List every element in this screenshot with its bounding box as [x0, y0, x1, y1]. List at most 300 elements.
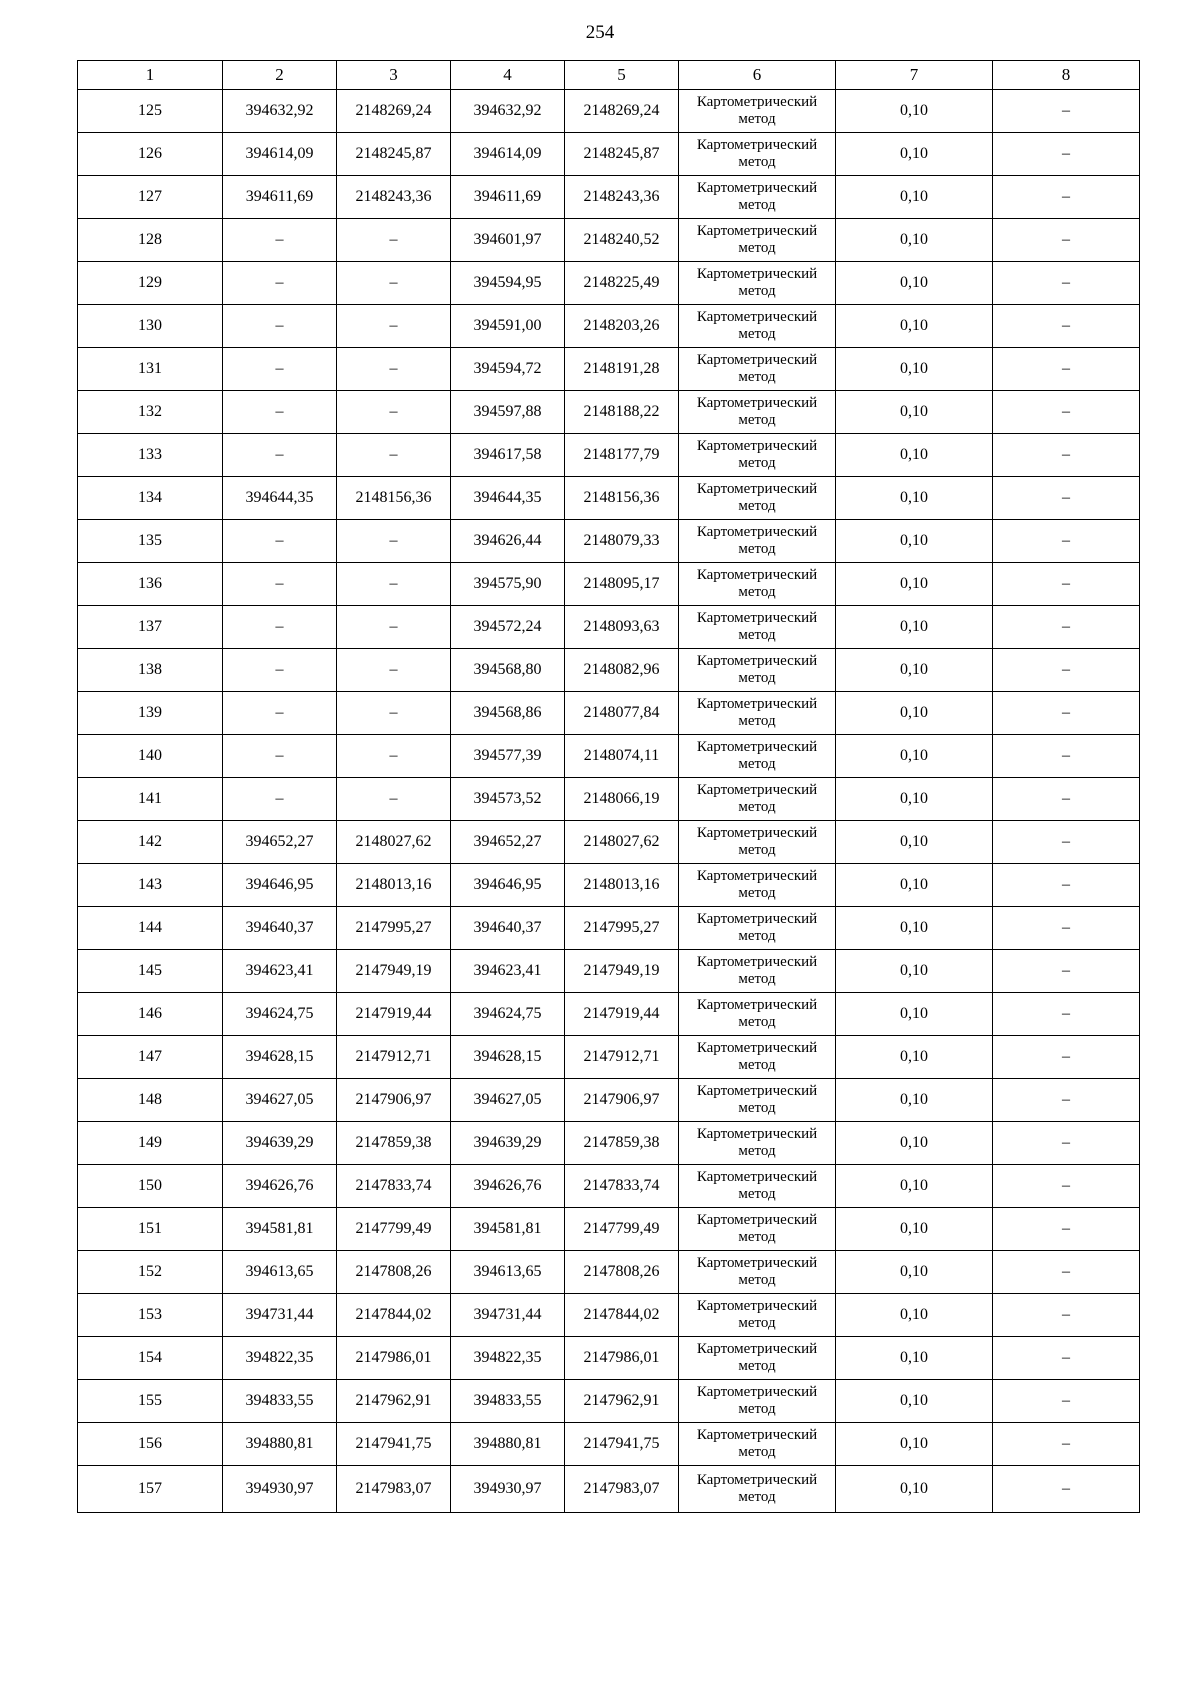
cell-description: – — [993, 1036, 1140, 1079]
cell-accuracy: 0,10 — [836, 1122, 993, 1165]
cell-point-number: 157 — [78, 1466, 223, 1513]
cell-x-old: – — [223, 649, 337, 692]
cell-method — [679, 1251, 836, 1294]
cell-description: – — [993, 1122, 1140, 1165]
cell-description: – — [993, 219, 1140, 262]
cell-method — [679, 176, 836, 219]
cell-description: – — [993, 262, 1140, 305]
cell-x-new: 394626,76 — [451, 1165, 565, 1208]
cell-accuracy: 0,10 — [836, 950, 993, 993]
method-line-2: метод — [738, 928, 776, 944]
table-row — [78, 434, 1140, 477]
cell-method — [679, 520, 836, 563]
method-line-2: метод — [738, 240, 776, 256]
cell-x-new: 394575,90 — [451, 563, 565, 606]
cell-description: – — [993, 305, 1140, 348]
table-row — [78, 1079, 1140, 1122]
cell-x-new: 394833,55 — [451, 1380, 565, 1423]
cell-y-new: 2148082,96 — [565, 649, 679, 692]
cell-description: – — [993, 434, 1140, 477]
method-line-2: метод — [738, 111, 776, 127]
table-row — [78, 262, 1140, 305]
method-line-2: метод — [738, 1229, 776, 1245]
cell-point-number: 133 — [78, 434, 223, 477]
cell-y-new: 2147986,01 — [565, 1337, 679, 1380]
table-body — [78, 90, 1140, 1513]
cell-point-number: 132 — [78, 391, 223, 434]
table-row — [78, 1251, 1140, 1294]
cell-description: – — [993, 864, 1140, 907]
cell-y-old: – — [337, 391, 451, 434]
cell-x-old: – — [223, 262, 337, 305]
method-line-2: метод — [738, 1272, 776, 1288]
cell-y-old: 2148156,36 — [337, 477, 451, 520]
cell-y-new: 2147844,02 — [565, 1294, 679, 1337]
method-line-1: Картометрический — [696, 997, 818, 1013]
table-row — [78, 1466, 1140, 1513]
cell-description: – — [993, 176, 1140, 219]
cell-y-old: 2148027,62 — [337, 821, 451, 864]
table-header-row — [78, 61, 1140, 90]
method-line-1: Картометрический — [696, 1298, 818, 1314]
cell-y-old: – — [337, 219, 451, 262]
cell-description: – — [993, 391, 1140, 434]
cell-x-old: – — [223, 305, 337, 348]
cell-y-new: 2148077,84 — [565, 692, 679, 735]
cell-y-new: 2148203,26 — [565, 305, 679, 348]
cell-x-new: 394880,81 — [451, 1423, 565, 1466]
cell-accuracy: 0,10 — [836, 1337, 993, 1380]
cell-point-number: 125 — [78, 90, 223, 133]
cell-x-new: 394577,39 — [451, 735, 565, 778]
cell-method — [679, 1466, 836, 1513]
method-line-2: метод — [738, 1401, 776, 1417]
cell-method — [679, 735, 836, 778]
cell-accuracy: 0,10 — [836, 348, 993, 391]
method-line-1: Картометрический — [696, 825, 818, 841]
table-row — [78, 735, 1140, 778]
cell-x-old: 394833,55 — [223, 1380, 337, 1423]
cell-method — [679, 434, 836, 477]
cell-y-new: 2148027,62 — [565, 821, 679, 864]
cell-y-old: 2147949,19 — [337, 950, 451, 993]
table-row — [78, 606, 1140, 649]
method-line-2: метод — [738, 326, 776, 342]
cell-point-number: 156 — [78, 1423, 223, 1466]
method-line-2: метод — [738, 412, 776, 428]
cell-x-new: 394632,92 — [451, 90, 565, 133]
cell-accuracy: 0,10 — [836, 606, 993, 649]
cell-y-old: – — [337, 262, 451, 305]
cell-method — [679, 649, 836, 692]
cell-point-number: 139 — [78, 692, 223, 735]
table-row — [78, 821, 1140, 864]
cell-accuracy: 0,10 — [836, 219, 993, 262]
method-line-2: метод — [738, 971, 776, 987]
cell-method — [679, 1165, 836, 1208]
cell-x-new: 394568,80 — [451, 649, 565, 692]
table-row — [78, 348, 1140, 391]
method-line-2: метод — [738, 584, 776, 600]
page-number: 254 — [585, 22, 615, 43]
cell-point-number: 151 — [78, 1208, 223, 1251]
cell-method — [679, 1294, 836, 1337]
cell-method — [679, 90, 836, 133]
cell-y-new: 2147983,07 — [565, 1466, 679, 1513]
table-row — [78, 778, 1140, 821]
cell-y-new: 2147912,71 — [565, 1036, 679, 1079]
cell-description: – — [993, 1165, 1140, 1208]
cell-description: – — [993, 1251, 1140, 1294]
cell-point-number: 142 — [78, 821, 223, 864]
table-row — [78, 176, 1140, 219]
cell-description: – — [993, 778, 1140, 821]
method-line-1: Картометрический — [696, 309, 818, 325]
method-line-1: Картометрический — [696, 653, 818, 669]
cell-y-old: 2147962,91 — [337, 1380, 451, 1423]
table-row — [78, 1423, 1140, 1466]
cell-y-old: – — [337, 563, 451, 606]
cell-x-new: 394581,81 — [451, 1208, 565, 1251]
cell-x-new: 394639,29 — [451, 1122, 565, 1165]
table-row — [78, 391, 1140, 434]
cell-method — [679, 864, 836, 907]
cell-x-old: 394639,29 — [223, 1122, 337, 1165]
cell-y-new: 2147995,27 — [565, 907, 679, 950]
column-header-8: 8 — [993, 61, 1140, 90]
cell-y-new: 2148074,11 — [565, 735, 679, 778]
cell-y-old: 2147995,27 — [337, 907, 451, 950]
cell-accuracy: 0,10 — [836, 262, 993, 305]
cell-accuracy: 0,10 — [836, 520, 993, 563]
cell-x-old: 394731,44 — [223, 1294, 337, 1337]
table-row — [78, 1337, 1140, 1380]
column-header-3: 3 — [337, 61, 451, 90]
method-line-1: Картометрический — [696, 696, 818, 712]
cell-y-new: 2147833,74 — [565, 1165, 679, 1208]
cell-x-old: 394652,27 — [223, 821, 337, 864]
cell-accuracy: 0,10 — [836, 391, 993, 434]
method-line-2: метод — [738, 455, 776, 471]
method-line-1: Картометрический — [696, 524, 818, 540]
table-row — [78, 864, 1140, 907]
method-line-2: метод — [738, 1315, 776, 1331]
cell-method — [679, 133, 836, 176]
cell-point-number: 154 — [78, 1337, 223, 1380]
cell-y-old: 2147986,01 — [337, 1337, 451, 1380]
cell-method — [679, 1079, 836, 1122]
method-line-1: Картометрический — [696, 1384, 818, 1400]
cell-y-old: 2147983,07 — [337, 1466, 451, 1513]
cell-method — [679, 692, 836, 735]
column-header-7: 7 — [836, 61, 993, 90]
table-row — [78, 649, 1140, 692]
cell-x-new: 394652,27 — [451, 821, 565, 864]
cell-y-old: 2148243,36 — [337, 176, 451, 219]
cell-x-new: 394611,69 — [451, 176, 565, 219]
cell-y-old: – — [337, 649, 451, 692]
method-line-2: метод — [738, 842, 776, 858]
cell-x-old: 394880,81 — [223, 1423, 337, 1466]
cell-y-new: 2148093,63 — [565, 606, 679, 649]
cell-description: – — [993, 520, 1140, 563]
cell-method — [679, 219, 836, 262]
method-line-2: метод — [738, 1014, 776, 1030]
cell-accuracy: 0,10 — [836, 133, 993, 176]
cell-y-old: 2147859,38 — [337, 1122, 451, 1165]
method-line-1: Картометрический — [696, 481, 818, 497]
cell-description: – — [993, 1423, 1140, 1466]
cell-description: – — [993, 1466, 1140, 1513]
cell-accuracy: 0,10 — [836, 907, 993, 950]
method-line-2: метод — [738, 1143, 776, 1159]
cell-method — [679, 907, 836, 950]
cell-x-new: 394597,88 — [451, 391, 565, 434]
cell-y-new: 2148079,33 — [565, 520, 679, 563]
method-line-1: Картометрический — [696, 739, 818, 755]
cell-x-old: 394930,97 — [223, 1466, 337, 1513]
table-row — [78, 993, 1140, 1036]
table-row — [78, 907, 1140, 950]
method-line-1: Картометрический — [696, 1040, 818, 1056]
cell-y-old: – — [337, 692, 451, 735]
cell-x-new: 394568,86 — [451, 692, 565, 735]
method-line-1: Картометрический — [696, 782, 818, 798]
table-row — [78, 563, 1140, 606]
cell-x-old: – — [223, 692, 337, 735]
cell-method — [679, 1423, 836, 1466]
cell-accuracy: 0,10 — [836, 1294, 993, 1337]
cell-description: – — [993, 692, 1140, 735]
cell-x-new: 394627,05 — [451, 1079, 565, 1122]
cell-x-new: 394594,95 — [451, 262, 565, 305]
cell-x-new: 394591,00 — [451, 305, 565, 348]
cell-x-new: 394614,09 — [451, 133, 565, 176]
cell-point-number: 155 — [78, 1380, 223, 1423]
cell-accuracy: 0,10 — [836, 864, 993, 907]
cell-description: – — [993, 821, 1140, 864]
table-row — [78, 950, 1140, 993]
method-line-2: метод — [738, 799, 776, 815]
table-row — [78, 133, 1140, 176]
cell-y-new: 2148269,24 — [565, 90, 679, 133]
cell-y-new: 2148156,36 — [565, 477, 679, 520]
cell-x-new: 394623,41 — [451, 950, 565, 993]
cell-point-number: 141 — [78, 778, 223, 821]
method-line-2: метод — [738, 1358, 776, 1374]
cell-x-old: 394646,95 — [223, 864, 337, 907]
cell-y-old: – — [337, 606, 451, 649]
cell-x-old: – — [223, 735, 337, 778]
cell-accuracy: 0,10 — [836, 692, 993, 735]
cell-y-new: 2147919,44 — [565, 993, 679, 1036]
method-line-1: Картометрический — [696, 395, 818, 411]
cell-method — [679, 348, 836, 391]
cell-x-old: 394627,05 — [223, 1079, 337, 1122]
cell-description: – — [993, 993, 1140, 1036]
cell-point-number: 129 — [78, 262, 223, 305]
cell-point-number: 128 — [78, 219, 223, 262]
method-line-1: Картометрический — [696, 352, 818, 368]
cell-point-number: 143 — [78, 864, 223, 907]
cell-y-old: 2148245,87 — [337, 133, 451, 176]
cell-y-new: 2147808,26 — [565, 1251, 679, 1294]
method-line-1: Картометрический — [696, 223, 818, 239]
cell-y-new: 2147906,97 — [565, 1079, 679, 1122]
cell-x-old: 394628,15 — [223, 1036, 337, 1079]
cell-description: – — [993, 348, 1140, 391]
cell-description: – — [993, 735, 1140, 778]
method-line-2: метод — [738, 670, 776, 686]
cell-y-new: 2148243,36 — [565, 176, 679, 219]
cell-description: – — [993, 1380, 1140, 1423]
cell-x-old: – — [223, 778, 337, 821]
cell-accuracy: 0,10 — [836, 90, 993, 133]
method-line-1: Картометрический — [696, 1126, 818, 1142]
table-row — [78, 1165, 1140, 1208]
cell-x-new: 394613,65 — [451, 1251, 565, 1294]
method-line-2: метод — [738, 1100, 776, 1116]
cell-description: – — [993, 907, 1140, 950]
cell-point-number: 148 — [78, 1079, 223, 1122]
method-line-2: метод — [738, 1444, 776, 1460]
cell-point-number: 140 — [78, 735, 223, 778]
method-line-1: Картометрический — [696, 438, 818, 454]
cell-y-new: 2148225,49 — [565, 262, 679, 305]
cell-accuracy: 0,10 — [836, 1208, 993, 1251]
method-line-2: метод — [738, 154, 776, 170]
cell-y-new: 2148013,16 — [565, 864, 679, 907]
cell-description: – — [993, 606, 1140, 649]
cell-x-old: 394581,81 — [223, 1208, 337, 1251]
cell-y-new: 2147949,19 — [565, 950, 679, 993]
cell-description: – — [993, 133, 1140, 176]
method-line-1: Картометрический — [696, 868, 818, 884]
method-line-1: Картометрический — [696, 1169, 818, 1185]
cell-x-old: – — [223, 219, 337, 262]
coordinates-table — [77, 60, 1140, 1513]
cell-y-old: 2147906,97 — [337, 1079, 451, 1122]
cell-method — [679, 993, 836, 1036]
cell-x-new: 394601,97 — [451, 219, 565, 262]
cell-y-old: – — [337, 305, 451, 348]
cell-accuracy: 0,10 — [836, 434, 993, 477]
cell-y-old: 2147808,26 — [337, 1251, 451, 1294]
cell-x-new: 394624,75 — [451, 993, 565, 1036]
cell-point-number: 135 — [78, 520, 223, 563]
cell-y-old: – — [337, 735, 451, 778]
column-header-4: 4 — [451, 61, 565, 90]
cell-accuracy: 0,10 — [836, 1165, 993, 1208]
method-line-2: метод — [738, 1057, 776, 1073]
cell-method — [679, 262, 836, 305]
method-line-2: метод — [738, 627, 776, 643]
cell-method — [679, 477, 836, 520]
method-line-2: метод — [738, 541, 776, 557]
cell-description: – — [993, 1079, 1140, 1122]
cell-x-old: 394623,41 — [223, 950, 337, 993]
cell-accuracy: 0,10 — [836, 821, 993, 864]
method-line-1: Картометрический — [696, 1083, 818, 1099]
cell-method — [679, 563, 836, 606]
cell-accuracy: 0,10 — [836, 477, 993, 520]
cell-y-old: – — [337, 434, 451, 477]
cell-description: – — [993, 649, 1140, 692]
table-row — [78, 305, 1140, 348]
cell-point-number: 150 — [78, 1165, 223, 1208]
cell-description: – — [993, 563, 1140, 606]
cell-point-number: 134 — [78, 477, 223, 520]
cell-point-number: 126 — [78, 133, 223, 176]
cell-x-old: – — [223, 520, 337, 563]
cell-accuracy: 0,10 — [836, 735, 993, 778]
method-line-2: метод — [738, 1186, 776, 1202]
column-header-6: 6 — [679, 61, 836, 90]
cell-y-new: 2148066,19 — [565, 778, 679, 821]
cell-y-new: 2148245,87 — [565, 133, 679, 176]
cell-x-old: – — [223, 391, 337, 434]
cell-accuracy: 0,10 — [836, 1466, 993, 1513]
table-row — [78, 1294, 1140, 1337]
cell-accuracy: 0,10 — [836, 1380, 993, 1423]
cell-method — [679, 778, 836, 821]
cell-method — [679, 305, 836, 348]
cell-accuracy: 0,10 — [836, 176, 993, 219]
cell-x-new: 394573,52 — [451, 778, 565, 821]
cell-x-new: 394572,24 — [451, 606, 565, 649]
cell-y-old: 2148013,16 — [337, 864, 451, 907]
cell-y-old: 2147799,49 — [337, 1208, 451, 1251]
method-line-2: метод — [738, 713, 776, 729]
method-line-1: Картометрический — [696, 94, 818, 110]
method-line-1: Картометрический — [696, 1427, 818, 1443]
cell-accuracy: 0,10 — [836, 1251, 993, 1294]
cell-y-new: 2147859,38 — [565, 1122, 679, 1165]
cell-description: – — [993, 90, 1140, 133]
cell-y-old: 2147919,44 — [337, 993, 451, 1036]
cell-point-number: 144 — [78, 907, 223, 950]
cell-description: – — [993, 1294, 1140, 1337]
method-line-1: Картометрический — [696, 1341, 818, 1357]
cell-y-old: 2147844,02 — [337, 1294, 451, 1337]
cell-point-number: 146 — [78, 993, 223, 1036]
method-line-2: метод — [738, 756, 776, 772]
method-line-1: Картометрический — [696, 911, 818, 927]
cell-accuracy: 0,10 — [836, 1079, 993, 1122]
method-line-1: Картометрический — [696, 610, 818, 626]
cell-x-old: 394611,69 — [223, 176, 337, 219]
table-row — [78, 520, 1140, 563]
cell-y-new: 2148188,22 — [565, 391, 679, 434]
cell-x-new: 394644,35 — [451, 477, 565, 520]
cell-accuracy: 0,10 — [836, 649, 993, 692]
table-row — [78, 1122, 1140, 1165]
cell-description: – — [993, 477, 1140, 520]
cell-point-number: 145 — [78, 950, 223, 993]
cell-x-old: – — [223, 606, 337, 649]
method-line-1: Картометрический — [696, 567, 818, 583]
table-row — [78, 1036, 1140, 1079]
cell-accuracy: 0,10 — [836, 563, 993, 606]
cell-description: – — [993, 950, 1140, 993]
method-line-2: метод — [738, 369, 776, 385]
cell-x-new: 394628,15 — [451, 1036, 565, 1079]
cell-accuracy: 0,10 — [836, 778, 993, 821]
cell-x-new: 394640,37 — [451, 907, 565, 950]
cell-accuracy: 0,10 — [836, 1423, 993, 1466]
cell-point-number: 153 — [78, 1294, 223, 1337]
cell-x-old: 394822,35 — [223, 1337, 337, 1380]
